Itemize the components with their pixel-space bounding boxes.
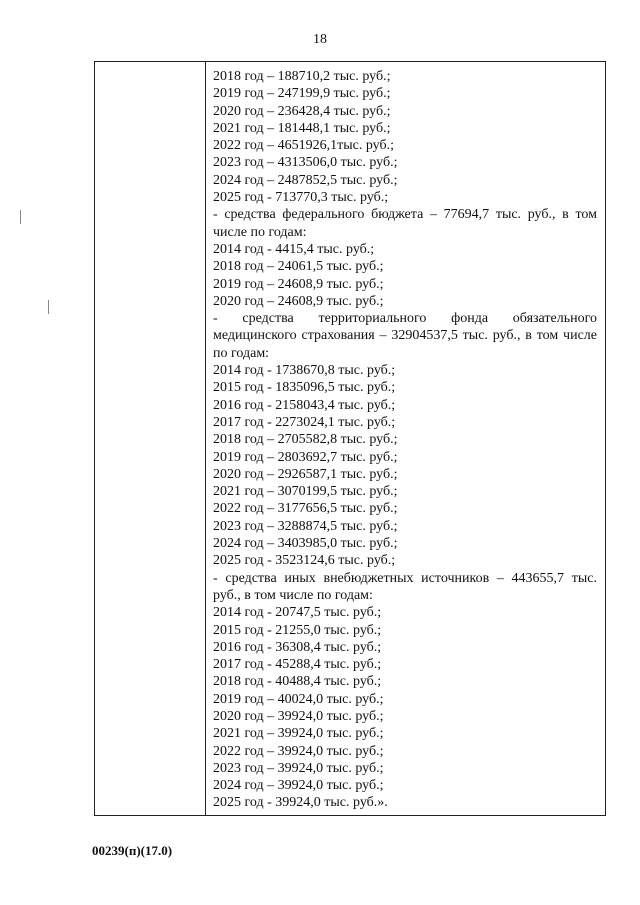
funding-line: 2020 год – 24608,9 тыс. руб.; (213, 293, 384, 309)
funding-line: 2019 год – 247199,9 тыс. руб.; (213, 86, 391, 102)
funding-line: 2019 год – 2803692,7 тыс. руб.; (213, 449, 398, 465)
funding-line: 2022 год – 3177656,5 тыс. руб.; (213, 501, 398, 517)
funding-line: 2024 год – 39924,0 тыс. руб.; (213, 778, 384, 794)
left-column-cell (205, 62, 206, 815)
page-number: 18 (313, 32, 327, 47)
funding-line: 2025 год - 3523124,6 тыс. руб.; (213, 553, 396, 569)
margin-mark (20, 210, 21, 224)
other-sources-heading: - средства иных внебюджетных источников – 443655,7 тыс. руб., в том числе по годам: (213, 570, 597, 603)
footer-code: 00239(п)(17.0) (92, 843, 173, 858)
tfoms-heading: - средства территориального фонда обязательного медицинского страхования – 32904537,5 тыс. руб., в том числе по годам: (213, 311, 597, 361)
funding-line: 2021 год – 39924,0 тыс. руб.; (213, 726, 384, 742)
funding-table (94, 61, 606, 816)
group1-list (213, 68, 597, 206)
funding-line: 2017 год - 2273024,1 тыс. руб.; (213, 414, 396, 430)
funding-line: 2015 год - 21255,0 тыс. руб.; (213, 622, 382, 638)
funding-line: 2018 год – 2705582,8 тыс. руб.; (213, 432, 398, 448)
funding-line: 2017 год - 45288,4 тыс. руб.; (213, 657, 382, 673)
funding-line: 2023 год – 4313506,0 тыс. руб.; (213, 155, 398, 171)
federal-list (213, 241, 597, 310)
other-list (213, 604, 597, 812)
funding-line: 2023 год – 3288874,5 тыс. руб.; (213, 518, 398, 534)
funding-line: 2020 год – 2926587,1 тыс. руб.; (213, 466, 398, 482)
funding-line: 2023 год – 39924,0 тыс. руб.; (213, 760, 384, 776)
funding-line: 2018 год – 24061,5 тыс. руб.; (213, 259, 384, 275)
funding-line: 2020 год – 236428,4 тыс. руб.; (213, 103, 391, 119)
funding-line: 2020 год – 39924,0 тыс. руб.; (213, 708, 384, 724)
funding-line: 2018 год - 40488,4 тыс. руб.; (213, 674, 382, 690)
funding-line: 2014 год - 20747,5 тыс. руб.; (213, 605, 382, 621)
funding-line: 2014 год - 4415,4 тыс. руб.; (213, 241, 375, 257)
tfoms-list (213, 362, 597, 570)
funding-line: 2024 год – 2487852,5 тыс. руб.; (213, 172, 398, 188)
funding-line: 2019 год – 24608,9 тыс. руб.; (213, 276, 384, 292)
funding-line: 2021 год – 3070199,5 тыс. руб.; (213, 484, 398, 500)
federal-budget-heading: - средства федерального бюджета – 77694,7 тыс. руб., в том числе по годам: (213, 207, 597, 240)
funding-line: 2015 год - 1835096,5 тыс. руб.; (213, 380, 396, 396)
funding-line: 2014 год - 1738670,8 тыс. руб.; (213, 363, 396, 379)
funding-line: 2019 год – 40024,0 тыс. руб.; (213, 691, 384, 707)
funding-line: 2018 год – 188710,2 тыс. руб.; (213, 69, 391, 84)
funding-line: 2016 год - 2158043,4 тыс. руб.; (213, 397, 396, 413)
funding-line: 2025 год - 39924,0 тыс. руб.». (213, 795, 388, 811)
funding-line: 2022 год – 39924,0 тыс. руб.; (213, 743, 384, 759)
funding-text-cell (213, 68, 597, 812)
funding-line: 2024 год – 3403985,0 тыс. руб.; (213, 536, 398, 552)
funding-line: 2025 год - 713770,3 тыс. руб.; (213, 190, 389, 206)
funding-line: 2016 год - 36308,4 тыс. руб.; (213, 639, 382, 655)
margin-mark (48, 300, 49, 314)
funding-line: 2021 год – 181448,1 тыс. руб.; (213, 120, 391, 136)
funding-line: 2022 год – 4651926,1тыс. руб.; (213, 138, 394, 154)
